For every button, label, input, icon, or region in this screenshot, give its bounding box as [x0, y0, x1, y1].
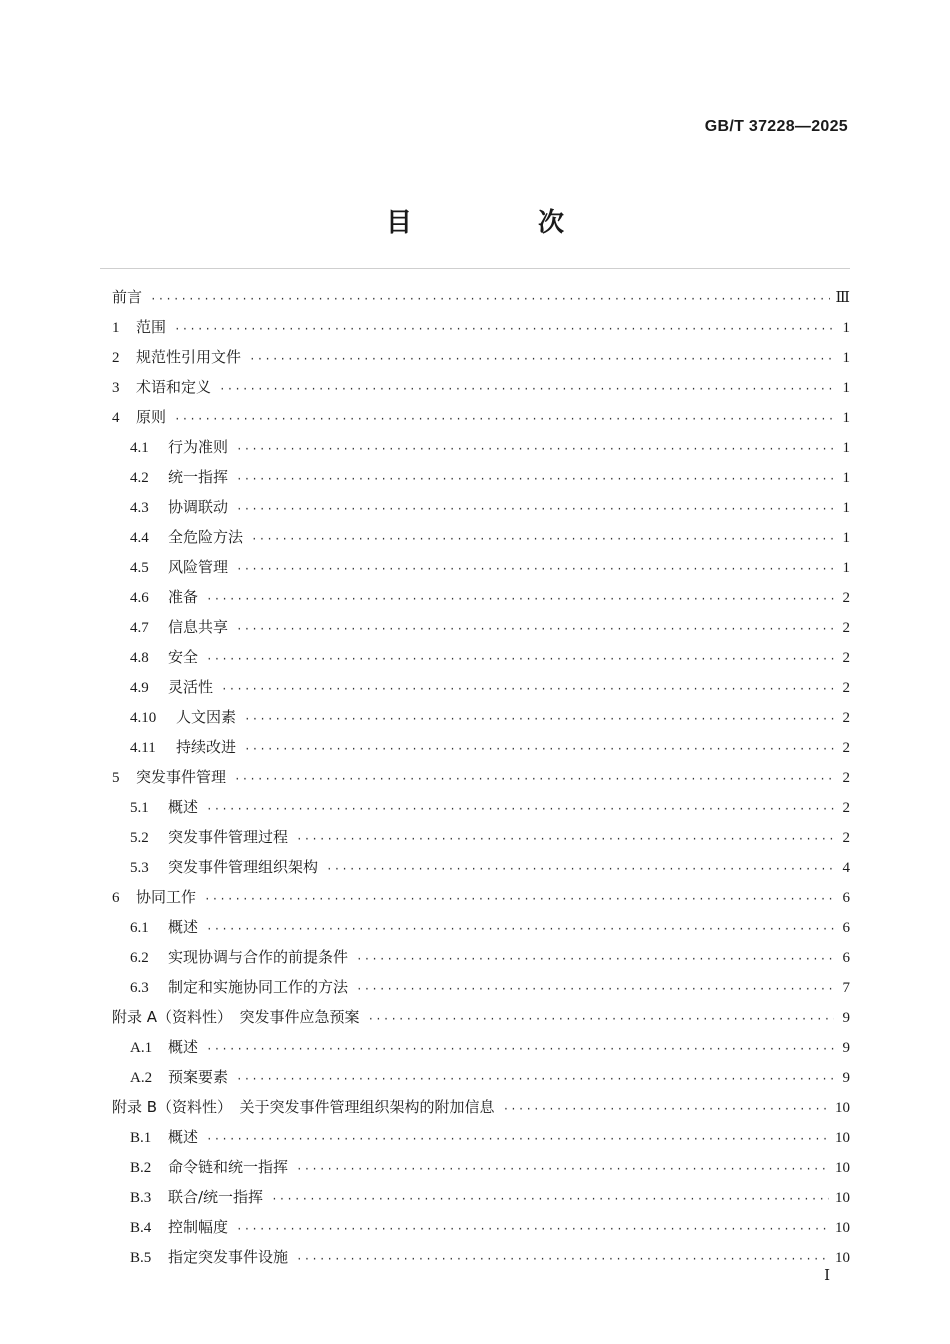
toc-entry-label: 预案要素 — [168, 1068, 229, 1086]
toc-leader-dots — [356, 975, 834, 1005]
toc-leader-dots — [206, 915, 834, 945]
toc-entry-page: 1 — [842, 500, 850, 516]
toc-entry-page: 2 — [842, 710, 850, 726]
toc-entry-number: 4.7 — [130, 620, 149, 636]
toc-entry-page: 2 — [842, 770, 850, 786]
toc-entry[interactable] — [112, 312, 850, 342]
toc-entry-page: Ⅲ — [835, 290, 850, 306]
toc-entry[interactable] — [112, 852, 850, 882]
toc-entry[interactable] — [112, 912, 850, 942]
table-of-contents — [112, 282, 850, 1272]
toc-entry-number: 4.4 — [130, 530, 149, 546]
toc-entry-label: 范围 — [136, 318, 167, 336]
page-title: 目 次 — [385, 208, 614, 238]
toc-entry-label: 命令链和统一指挥 — [168, 1158, 289, 1176]
toc-entry[interactable] — [112, 702, 850, 732]
toc-entry-label: 指定突发事件设施 — [168, 1248, 289, 1266]
toc-entry-page: 1 — [842, 380, 850, 396]
toc-entry-number: B.2 — [130, 1160, 152, 1176]
toc-entry[interactable] — [112, 1122, 850, 1152]
toc-entry[interactable] — [112, 882, 850, 912]
toc-entry-page: 2 — [842, 800, 850, 816]
toc-leader-dots — [356, 945, 834, 975]
toc-entry[interactable] — [112, 642, 850, 672]
toc-entry-label: 概述 — [168, 918, 199, 936]
toc-entry-label: 突发事件管理组织架构 — [168, 858, 319, 876]
toc-entry-label: 原则 — [136, 408, 167, 426]
toc-entry-label: 制定和实施协同工作的方法 — [168, 978, 349, 996]
toc-entry[interactable] — [112, 342, 850, 372]
toc-entry-page: 10 — [835, 1130, 850, 1146]
toc-entry-number: 5.2 — [130, 830, 149, 846]
toc-entry-page: 2 — [842, 740, 850, 756]
toc-entry-number: 5 — [112, 770, 120, 786]
toc-entry-number: B.5 — [130, 1250, 152, 1266]
toc-entry-page: 6 — [842, 950, 850, 966]
toc-leader-dots — [206, 645, 834, 675]
toc-entry-label: 附录 B（资料性） 关于突发事件管理组织架构的附加信息 — [112, 1098, 495, 1116]
toc-leader-dots — [368, 1005, 834, 1035]
toc-entry-number: 6 — [112, 890, 120, 906]
toc-entry-number: 5.3 — [130, 860, 149, 876]
toc-entry-page: 9 — [842, 1070, 850, 1086]
toc-entry-label: 风险管理 — [168, 558, 229, 576]
toc-entry[interactable] — [112, 792, 850, 822]
toc-leader-dots — [174, 405, 834, 435]
toc-entry-label: 突发事件管理过程 — [168, 828, 289, 846]
toc-entry-number: 2 — [112, 350, 120, 366]
toc-entry-number: 3 — [112, 380, 120, 396]
toc-entry-label: 准备 — [168, 588, 199, 606]
toc-entry-page: 1 — [842, 530, 850, 546]
toc-entry-number: 4.3 — [130, 500, 149, 516]
toc-entry-page: 4 — [842, 860, 850, 876]
toc-leader-dots — [174, 315, 834, 345]
toc-entry-number: B.3 — [130, 1190, 152, 1206]
toc-entry-number: B.4 — [130, 1220, 152, 1236]
toc-entry-page: 6 — [842, 920, 850, 936]
toc-entry-page: 10 — [835, 1250, 850, 1266]
toc-leader-dots — [221, 675, 834, 705]
toc-entry-number: 6.3 — [130, 980, 149, 996]
toc-leader-dots — [236, 1065, 834, 1095]
toc-entry-page: 10 — [835, 1190, 850, 1206]
toc-entry-number: 4.2 — [130, 470, 149, 486]
toc-entry[interactable] — [112, 1002, 850, 1032]
toc-entry[interactable] — [112, 582, 850, 612]
toc-leader-dots — [219, 375, 834, 405]
toc-leader-dots — [296, 1155, 829, 1185]
toc-entry-page: 2 — [842, 620, 850, 636]
toc-leader-dots — [236, 465, 834, 495]
toc-entry-page: 9 — [842, 1040, 850, 1056]
toc-entry[interactable] — [112, 522, 850, 552]
toc-entry-label: 突发事件管理 — [136, 768, 227, 786]
toc-entry-number: B.1 — [130, 1130, 152, 1146]
toc-leader-dots — [236, 555, 834, 585]
toc-entry-page: 10 — [835, 1160, 850, 1176]
toc-entry-page: 1 — [842, 320, 850, 336]
toc-entry-label: 持续改进 — [176, 738, 237, 756]
toc-entry-number: 4.6 — [130, 590, 149, 606]
title-divider — [100, 268, 850, 269]
toc-entry-number: 4.8 — [130, 650, 149, 666]
toc-entry-number: A.2 — [130, 1070, 153, 1086]
standard-number: GB/T 37228—2025 — [704, 118, 848, 135]
toc-entry-page: 1 — [842, 470, 850, 486]
toc-entry-page: 1 — [842, 410, 850, 426]
toc-leader-dots — [296, 825, 834, 855]
toc-entry-label: 人文因素 — [176, 708, 237, 726]
toc-entry-number: 6.1 — [130, 920, 149, 936]
toc-entry-number: 4.1 — [130, 440, 149, 456]
toc-leader-dots — [251, 525, 834, 555]
toc-entry[interactable] — [112, 432, 850, 462]
toc-entry-page: 1 — [842, 440, 850, 456]
toc-entry-number: 1 — [112, 320, 120, 336]
toc-entry-label: 协调联动 — [168, 498, 229, 516]
toc-leader-dots — [249, 345, 834, 375]
toc-entry-label: 附录 A（资料性） 突发事件应急预案 — [112, 1008, 360, 1026]
toc-leader-dots — [204, 885, 834, 915]
toc-entry-page: 2 — [842, 590, 850, 606]
toc-leader-dots — [236, 435, 834, 465]
toc-entry[interactable] — [112, 552, 850, 582]
toc-entry-number: A.1 — [130, 1040, 153, 1056]
toc-entry[interactable] — [112, 492, 850, 522]
toc-entry-page: 2 — [842, 680, 850, 696]
toc-leader-dots — [234, 765, 834, 795]
toc-leader-dots — [206, 1125, 829, 1155]
toc-entry-number: 4.5 — [130, 560, 149, 576]
toc-entry[interactable] — [112, 1182, 850, 1212]
toc-entry-page: 2 — [842, 830, 850, 846]
toc-entry-label: 灵活性 — [168, 678, 214, 696]
toc-entry-number: 4.11 — [130, 740, 156, 756]
toc-entry-number: 4.9 — [130, 680, 149, 696]
toc-entry[interactable] — [112, 402, 850, 432]
toc-entry-label: 术语和定义 — [136, 378, 212, 396]
toc-entry-label: 规范性引用文件 — [136, 348, 242, 366]
toc-entry[interactable] — [112, 612, 850, 642]
toc-entry[interactable] — [112, 822, 850, 852]
toc-entry[interactable] — [112, 672, 850, 702]
toc-entry-page: 1 — [842, 350, 850, 366]
toc-entry-number: 4.10 — [130, 710, 157, 726]
toc-entry-label: 行为准则 — [168, 438, 229, 456]
toc-entry[interactable] — [112, 972, 850, 1002]
toc-leader-dots — [271, 1185, 829, 1215]
toc-leader-dots — [244, 735, 834, 765]
toc-entry[interactable] — [112, 282, 850, 312]
toc-entry[interactable] — [112, 1152, 850, 1182]
toc-entry-label: 前言 — [112, 288, 143, 306]
toc-leader-dots — [296, 1245, 829, 1275]
page-number-footer: Ⅰ — [824, 1268, 830, 1284]
toc-entry-label: 协同工作 — [136, 888, 197, 906]
toc-entry[interactable] — [112, 942, 850, 972]
toc-leader-dots — [326, 855, 834, 885]
toc-entry[interactable] — [112, 762, 850, 792]
toc-leader-dots — [236, 495, 834, 525]
toc-entry-page: 1 — [842, 560, 850, 576]
toc-entry-label: 安全 — [168, 648, 199, 666]
toc-entry[interactable] — [112, 372, 850, 402]
toc-leader-dots — [236, 615, 834, 645]
toc-leader-dots — [244, 705, 834, 735]
toc-entry[interactable] — [112, 1092, 850, 1122]
toc-entry-page: 10 — [835, 1100, 850, 1116]
toc-entry-label: 概述 — [168, 798, 199, 816]
toc-entry[interactable] — [112, 1242, 850, 1272]
toc-entry-label: 控制幅度 — [168, 1218, 229, 1236]
toc-entry-page: 7 — [842, 980, 850, 996]
toc-entry-label: 概述 — [168, 1128, 199, 1146]
toc-entry-page: 10 — [835, 1220, 850, 1236]
toc-leader-dots — [503, 1095, 829, 1125]
toc-leader-dots — [206, 585, 834, 615]
toc-leader-dots — [150, 285, 830, 315]
toc-entry[interactable] — [112, 732, 850, 762]
toc-entry-page: 2 — [842, 650, 850, 666]
toc-entry[interactable] — [112, 1062, 850, 1092]
toc-entry-label: 联合/统一指挥 — [168, 1188, 264, 1206]
toc-entry-label: 实现协调与合作的前提条件 — [168, 948, 349, 966]
toc-entry-label: 信息共享 — [168, 618, 229, 636]
toc-leader-dots — [206, 795, 834, 825]
toc-entry-label: 统一指挥 — [168, 468, 229, 486]
toc-entry[interactable] — [112, 462, 850, 492]
toc-entry-page: 9 — [842, 1010, 850, 1026]
toc-entry-label: 概述 — [168, 1038, 199, 1056]
toc-leader-dots — [236, 1215, 829, 1245]
toc-entry-label: 全危险方法 — [168, 528, 244, 546]
toc-entry-page: 6 — [842, 890, 850, 906]
toc-entry-number: 6.2 — [130, 950, 149, 966]
toc-entry[interactable] — [112, 1032, 850, 1062]
toc-entry-number: 4 — [112, 410, 120, 426]
toc-leader-dots — [206, 1035, 834, 1065]
toc-entry-number: 5.1 — [130, 800, 149, 816]
toc-entry[interactable] — [112, 1212, 850, 1242]
